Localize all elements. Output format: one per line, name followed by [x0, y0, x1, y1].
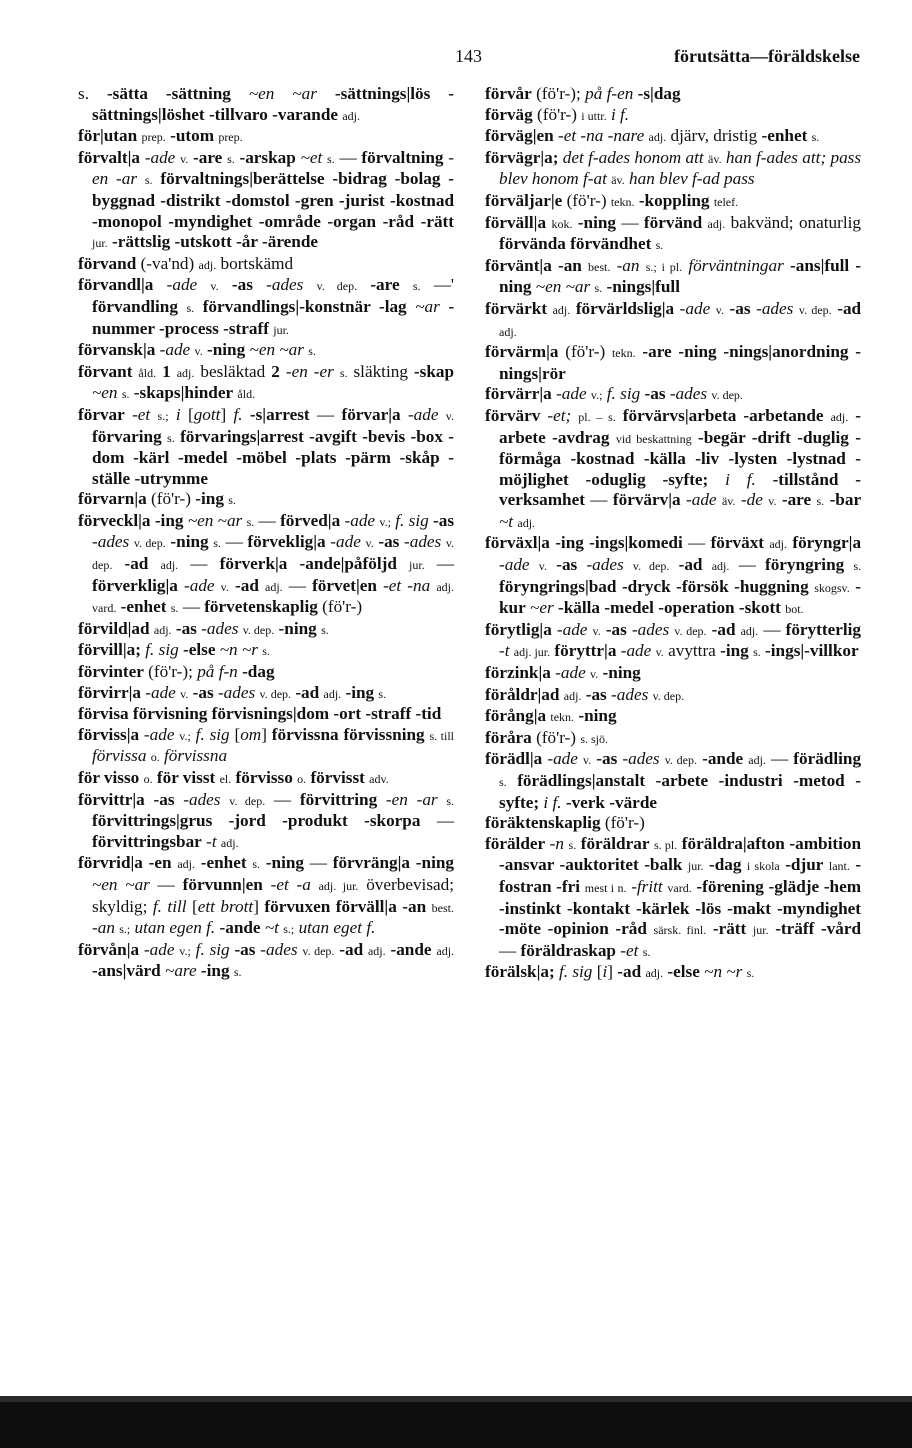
- dictionary-entry: förzink|a -ade v. -ning: [485, 663, 641, 683]
- dictionary-entry: förvärm|a (fö'r-) tekn. -are -ning -nings|anordning -nings|rör: [485, 342, 861, 383]
- dictionary-entry: föråra (fö'r-) s. sjö.: [485, 727, 609, 747]
- dictionary-entry: förvänt|a -an best. -an s.; i pl. förväntningar -ans|full -ning ~en ~ar s. -nings|full: [485, 255, 862, 297]
- running-head: förutsätta—föräldskelse: [674, 46, 860, 66]
- dictionary-entry: förväg|en -et -na -nare adj. djärv, dristig -enhet s.: [485, 126, 820, 146]
- dictionary-entry: förvinter (fö'r-); på f-n -dag: [78, 662, 275, 682]
- dictionary-entry: förvån|a -ade v.; f. sig -as -ades v. dep. -ad adj. -ande adj. -ans|värd ~are -ing s.: [78, 939, 455, 981]
- dictionary-entry: förvand (-va'nd) adj. bortskämd: [78, 253, 294, 273]
- dictionary-entry: förvärv -et; pl. – s. förvärvs|arbeta -arbetande adj. -arbete -avdrag vid beskattning -begär -drift -duglig -förmåga -kostnad -källa -liv -lysten -lystnad -möjlighet -oduglig -syfte; i f. -tillstånd -verksamhet — förvärv|a -ade äv. -de v. -are s. -bar ~t adj.: [485, 405, 862, 531]
- dictionary-entry: föråldr|ad adj. -as -ades v. dep.: [485, 684, 685, 704]
- dictionary-entry: för|utan prep. -utom prep.: [78, 126, 243, 146]
- dictionary-entry: förveckl|a -ing ~en ~ar s. — förved|a -ade v.; f. sig -as -ades v. dep. -ning s. — förveklig|a -ade v. -as -ades v. dep. -ad adj. — förverk|a -ande|påföljd jur. — förverklig|a -ade v. -ad adj. — förvet|en -et -na adj. vard. -enhet s. — förvetenskaplig (fö'r-): [78, 510, 455, 617]
- dictionary-entry: förvår (fö'r-); på f-en -s|dag: [485, 84, 681, 103]
- dictionary-entry: s. -sätta -sättning ~en ~ar -sättnings|lös -sättnings|löshet -tillvaro -varande adj.: [78, 84, 454, 124]
- dictionary-entry: förväll|a kok. -ning — förvänd adj. bakvänd; onaturlig förvända förvändhet s.: [485, 212, 861, 254]
- dictionary-entry: förång|a tekn. -ning: [485, 706, 617, 726]
- dictionary-entry: förvittr|a -as -ades v. dep. — förvittring -en -ar s. förvittrings|grus -jord -produkt -skorpa — förvittringsbar -t adj.: [78, 789, 455, 851]
- dictionary-entry: förvill|a; f. sig -else ~n ~r s.: [78, 640, 270, 660]
- dictionary-entry: förälsk|a; f. sig [i] -ad adj. -else ~n ~r s.: [485, 962, 755, 982]
- dictionary-entry: förvarn|a (fö'r-) -ing s.: [78, 489, 236, 509]
- dictionary-entry: föräktenskaplig (fö'r-): [485, 813, 645, 833]
- dictionary-entry: förytlig|a -ade v. -as -ades v. dep. -ad adj. — förytterlig -t adj. jur. föryttr|a -ade v. avyttra -ing s. -ings|-villkor: [485, 619, 861, 661]
- dictionary-entry: förvisa förvisning förvisnings|dom -ort -straff -tid: [78, 704, 442, 724]
- dictionary-entry: förvalt|a -ade v. -are s. -arskap ~et s. — förvaltning -en -ar s. förvaltnings|berättelse -bidrag -bolag -byggnad -distrikt -domstol -gren -jurist -kostnad -monopol -myndighet -område -organ -råd -rätt jur. -rättslig -utskott -år -ärende: [78, 147, 455, 252]
- dictionary-entry: förvild|ad adj. -as -ades v. dep. -ning s.: [78, 618, 329, 638]
- dictionary-entry: förvrid|a -en adj. -enhet s. -ning — förvräng|a -ning ~en ~ar — förvunn|en -et -a adj. jur. överbevisad; skyldig; f. till [ett brott] förvuxen förväll|a -an best. -an s.; utan egen f. -ande ~t s.; utan eget f.: [78, 853, 455, 938]
- dictionary-entry: förvant åld. 1 adj. besläktad 2 -en -er s. släkting -skap ~en s. -skaps|hinder åld.: [78, 361, 455, 403]
- dictionary-entry: förvar -et s.; i [gott] f. -s|arrest — förvar|a -ade v. förvaring s. förvarings|arrest -avgift -bevis -box -dom -kärl -medel -möbel -plats -pärm -skåp -ställe -utrymme: [78, 404, 455, 488]
- dictionary-entry: förvansk|a -ade v. -ning ~en ~ar s.: [78, 340, 316, 360]
- dictionary-entry: förviss|a -ade v.; f. sig [om] förvissna förvissning s. till förvissa o. förvissna: [78, 724, 455, 766]
- dictionary-entry: förväljar|e (fö'r-) tekn. -koppling telef.: [485, 190, 739, 210]
- page-number: 143: [455, 46, 482, 66]
- dictionary-entry: förvärr|a -ade v.; f. sig -as -ades v. dep.: [485, 384, 743, 404]
- dictionary-entry: för visso o. för visst el. förvisso o. förvisst adv.: [78, 768, 389, 787]
- dictionary-entry: förvirr|a -ade v. -as -ades v. dep. -ad adj. -ing s.: [78, 682, 387, 702]
- dictionary-entry: förvärkt adj. förvärldslig|a -ade v. -as -ades v. dep. -ad adj.: [485, 298, 862, 339]
- dictionary-entry: förväxl|a -ing -ings|komedi — förväxt adj. föryngr|a -ade v. -as -ades v. dep. -ad adj. — föryngring s. föryngrings|bad -dryck -försök -huggning skogsv. -kur ~er -källa -medel -operation -skott bot.: [485, 533, 862, 618]
- dictionary-entry: förvägr|a; det f-ades honom att äv. han f-ades att; pass blev honom f-at äv. han blev f-ad pass: [485, 147, 862, 189]
- dictionary-entry: förväg (fö'r-) i uttr. i f.: [485, 104, 630, 124]
- right-column: [485, 84, 861, 984]
- page-header: [0, 44, 912, 74]
- scan-bottom-bar: [0, 1402, 912, 1448]
- dictionary-entry: förvandl|a -ade v. -as -ades v. dep. -are s. —' förvandling s. förvandlings|-konstnär -lag ~ar -nummer -process -straff jur.: [78, 275, 455, 338]
- left-column: [78, 84, 454, 983]
- dictionary-entry: förädl|a -ade v. -as -ades v. dep. -ande adj. — förädling s. förädlings|anstalt -arbete -industri -metod -syfte; i f. -verk -värde: [485, 749, 862, 812]
- dictionary-entry: förälder -n s. föräldrar s. pl. föräldra|afton -ambition -ansvar -auktoritet -balk jur. -dag i skola -djur lant. -fostran -fri mest i n. -fritt vard. -förening -glädje -hem -instinkt -kontakt -kärlek -lös -makt -myndighet -möte -opinion -råd särsk. finl. -rätt jur. -träff -vård — föräldraskap -et s.: [485, 833, 862, 960]
